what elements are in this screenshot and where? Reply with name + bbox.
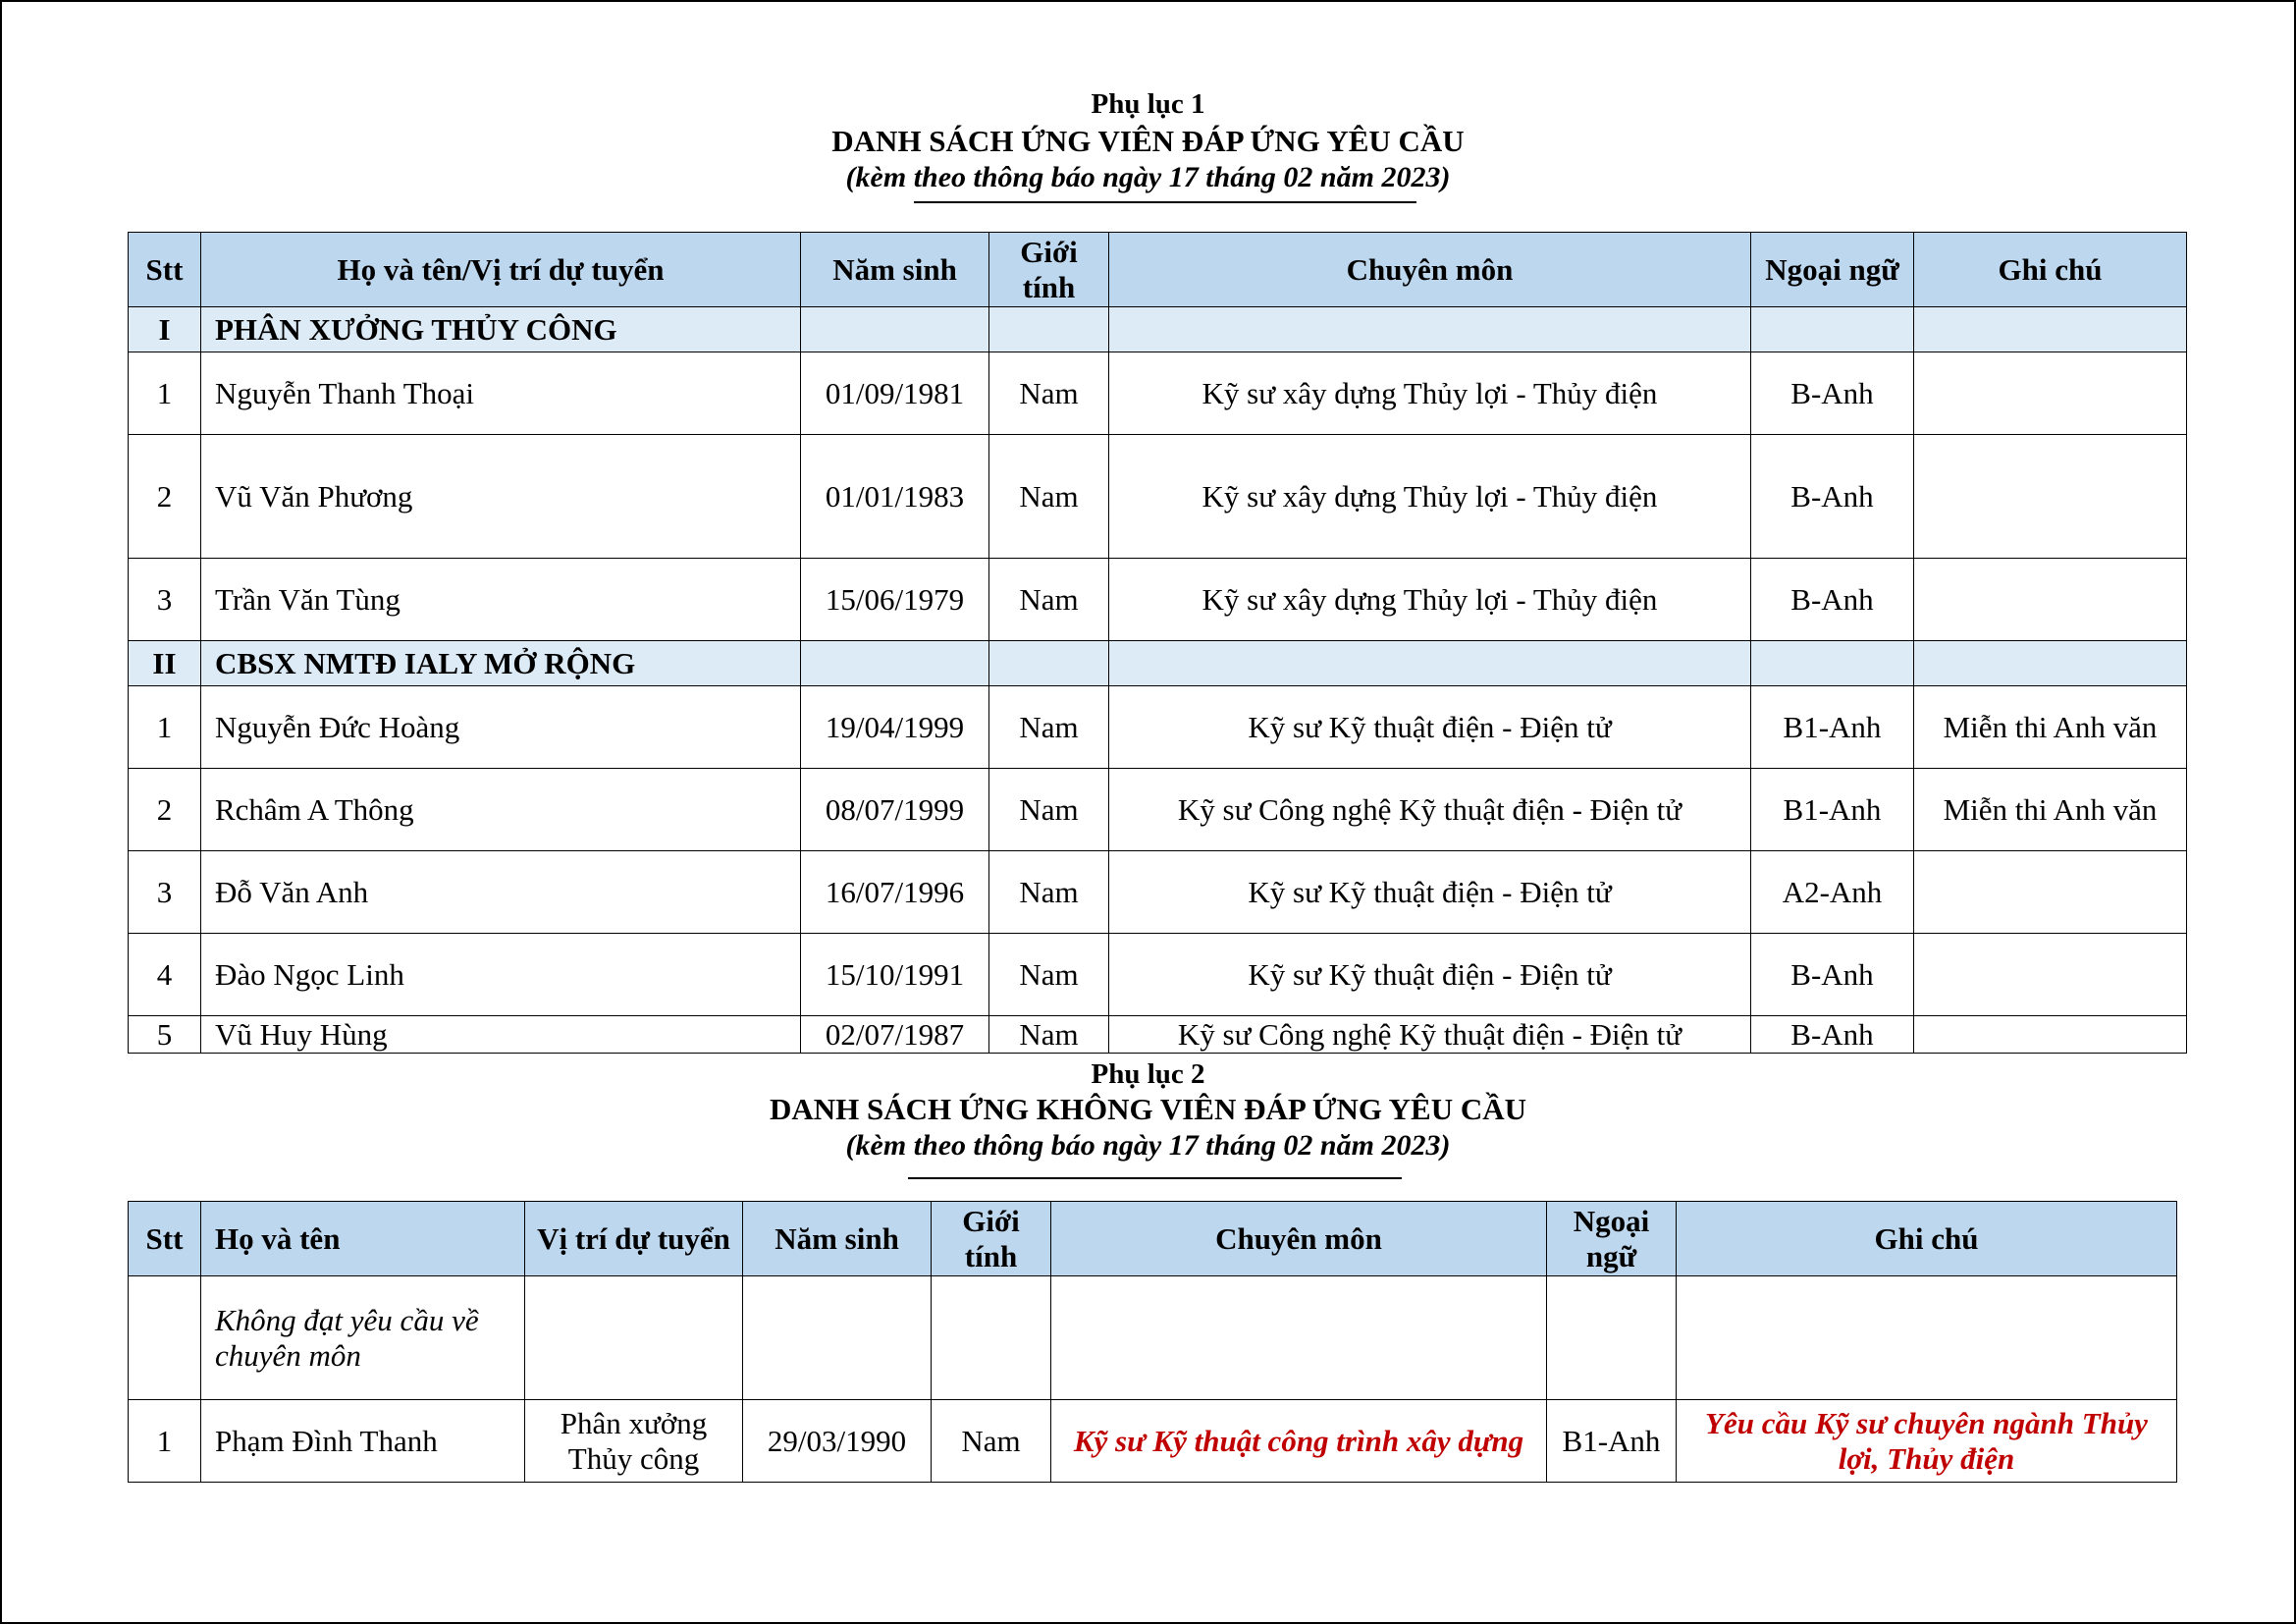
cell-language: B-Anh (1751, 1016, 1914, 1054)
cell-gender: Nam (989, 934, 1109, 1016)
group-label: Không đạt yêu cầu về chuyên môn (201, 1276, 525, 1400)
cell-language: B1-Anh (1547, 1400, 1677, 1483)
appendix2-subtitle: (kèm theo thông báo ngày 17 tháng 02 năm 2023) (845, 1129, 1451, 1162)
header-name: Họ và tên (201, 1202, 525, 1276)
cell-stt: 4 (129, 934, 201, 1016)
cell-note: Miễn thi Anh văn (1914, 686, 2187, 769)
cell-language: B-Anh (1751, 352, 1914, 435)
table-row (129, 1400, 2177, 1483)
cell-stt: 3 (129, 851, 201, 934)
cell-stt: 1 (129, 1400, 201, 1483)
section-row (129, 641, 2187, 686)
cell-major: Kỹ sư Kỹ thuật công trình xây dựng (1051, 1400, 1547, 1483)
cell-note (1914, 559, 2187, 641)
appendix1-title: DANH SÁCH ỨNG VIÊN ĐÁP ỨNG YÊU CẦU (831, 124, 1465, 158)
header-major: Chuyên môn (1051, 1202, 1547, 1276)
cell-note: Miễn thi Anh văn (1914, 769, 2187, 851)
cell-gender: Nam (932, 1400, 1051, 1483)
cell-stt: 3 (129, 559, 201, 641)
header-birth-year: Năm sinh (801, 233, 989, 307)
header-language: Ngoại ngữ (1751, 233, 1914, 307)
cell-language: A2-Anh (1751, 851, 1914, 934)
cell-stt: 2 (129, 769, 201, 851)
header-gender: Giới tính (932, 1202, 1051, 1276)
cell-major: Kỹ sư Kỹ thuật điện - Điện tử (1109, 686, 1751, 769)
table-row (129, 1016, 2187, 1054)
cell-dob: 19/04/1999 (801, 686, 989, 769)
header-name-position: Họ và tên/Vị trí dự tuyển (201, 233, 801, 307)
table-row (129, 559, 2187, 641)
appendix1-subtitle: (kèm theo thông báo ngày 17 tháng 02 năm 2023) (845, 161, 1451, 193)
appendix2-label: Phụ lục 2 (1091, 1058, 1205, 1090)
table-row (129, 769, 2187, 851)
cell-dob: 15/06/1979 (801, 559, 989, 641)
cell-language: B-Anh (1751, 934, 1914, 1016)
header-note: Ghi chú (1677, 1202, 2177, 1276)
header-position: Vị trí dự tuyển (525, 1202, 743, 1276)
appendix2-header-row (129, 1202, 2177, 1276)
cell-dob: 16/07/1996 (801, 851, 989, 934)
appendix2-table (128, 1201, 2177, 1483)
section-name: PHÂN XƯỞNG THỦY CÔNG (201, 307, 801, 352)
cell-name: Vũ Văn Phương (201, 435, 801, 559)
cell-major: Kỹ sư Kỹ thuật điện - Điện tử (1109, 934, 1751, 1016)
cell-name: Nguyễn Đức Hoàng (201, 686, 801, 769)
cell-name: Phạm Đình Thanh (201, 1400, 525, 1483)
cell-dob: 02/07/1987 (801, 1016, 989, 1054)
appendix1-table (128, 232, 2187, 1054)
cell-gender: Nam (989, 352, 1109, 435)
section-name: CBSX NMTĐ IALY MỞ RỘNG (201, 641, 801, 686)
cell-name: Trần Văn Tùng (201, 559, 801, 641)
cell-gender: Nam (989, 851, 1109, 934)
header-stt: Stt (129, 1202, 201, 1276)
cell-dob: 01/01/1983 (801, 435, 989, 559)
cell-name: Đào Ngọc Linh (201, 934, 801, 1016)
table-row (129, 851, 2187, 934)
cell-note (1914, 851, 2187, 934)
cell-gender: Nam (989, 769, 1109, 851)
table-row (129, 352, 2187, 435)
cell-gender: Nam (989, 686, 1109, 769)
cell-gender: Nam (989, 435, 1109, 559)
cell-name: Vũ Huy Hùng (201, 1016, 801, 1054)
section-code: II (129, 641, 201, 686)
cell-name: Đỗ Văn Anh (201, 851, 801, 934)
cell-note: Yêu cầu Kỹ sư chuyên ngành Thủy lợi, Thủy điện (1677, 1400, 2177, 1483)
header-birth-year: Năm sinh (743, 1202, 932, 1276)
cell-gender: Nam (989, 559, 1109, 641)
appendix2-title: DANH SÁCH ỨNG KHÔNG VIÊN ĐÁP ỨNG YÊU CẦU (769, 1092, 1526, 1126)
cell-stt: 2 (129, 435, 201, 559)
appendix1-label: Phụ lục 1 (1091, 88, 1205, 120)
cell-note (1914, 934, 2187, 1016)
cell-name: Nguyễn Thanh Thoại (201, 352, 801, 435)
cell-stt: 1 (129, 686, 201, 769)
cell-major: Kỹ sư xây dựng Thủy lợi - Thủy điện (1109, 352, 1751, 435)
cell-dob: 29/03/1990 (743, 1400, 932, 1483)
cell-gender: Nam (989, 1016, 1109, 1054)
cell-language: B-Anh (1751, 559, 1914, 641)
appendix1-header-row (129, 233, 2187, 307)
cell-dob: 08/07/1999 (801, 769, 989, 851)
cell-note (1914, 1016, 2187, 1054)
cell-dob: 15/10/1991 (801, 934, 989, 1016)
cell-major: Kỹ sư xây dựng Thủy lợi - Thủy điện (1109, 559, 1751, 641)
section-row (129, 307, 2187, 352)
appendix1-underline (914, 201, 1416, 203)
cell-language: B1-Anh (1751, 686, 1914, 769)
table-row (129, 435, 2187, 559)
table-row (129, 934, 2187, 1016)
cell-position: Phân xưởng Thủy công (525, 1400, 743, 1483)
cell-dob: 01/09/1981 (801, 352, 989, 435)
section-code: I (129, 307, 201, 352)
cell-language: B-Anh (1751, 435, 1914, 559)
header-stt: Stt (129, 233, 201, 307)
appendix2-underline (908, 1177, 1402, 1179)
cell-language: B1-Anh (1751, 769, 1914, 851)
cell-note (1914, 435, 2187, 559)
group-row (129, 1276, 2177, 1400)
cell-major: Kỹ sư Kỹ thuật điện - Điện tử (1109, 851, 1751, 934)
cell-stt: 5 (129, 1016, 201, 1054)
header-note: Ghi chú (1914, 233, 2187, 307)
cell-stt: 1 (129, 352, 201, 435)
header-gender: Giới tính (989, 233, 1109, 307)
cell-major: Kỹ sư xây dựng Thủy lợi - Thủy điện (1109, 435, 1751, 559)
header-language: Ngoại ngữ (1547, 1202, 1677, 1276)
cell-major: Kỹ sư Công nghệ Kỹ thuật điện - Điện tử (1109, 769, 1751, 851)
cell-note (1914, 352, 2187, 435)
cell-major: Kỹ sư Công nghệ Kỹ thuật điện - Điện tử (1109, 1016, 1751, 1054)
cell-name: Rchâm A Thông (201, 769, 801, 851)
header-major: Chuyên môn (1109, 233, 1751, 307)
table-row (129, 686, 2187, 769)
